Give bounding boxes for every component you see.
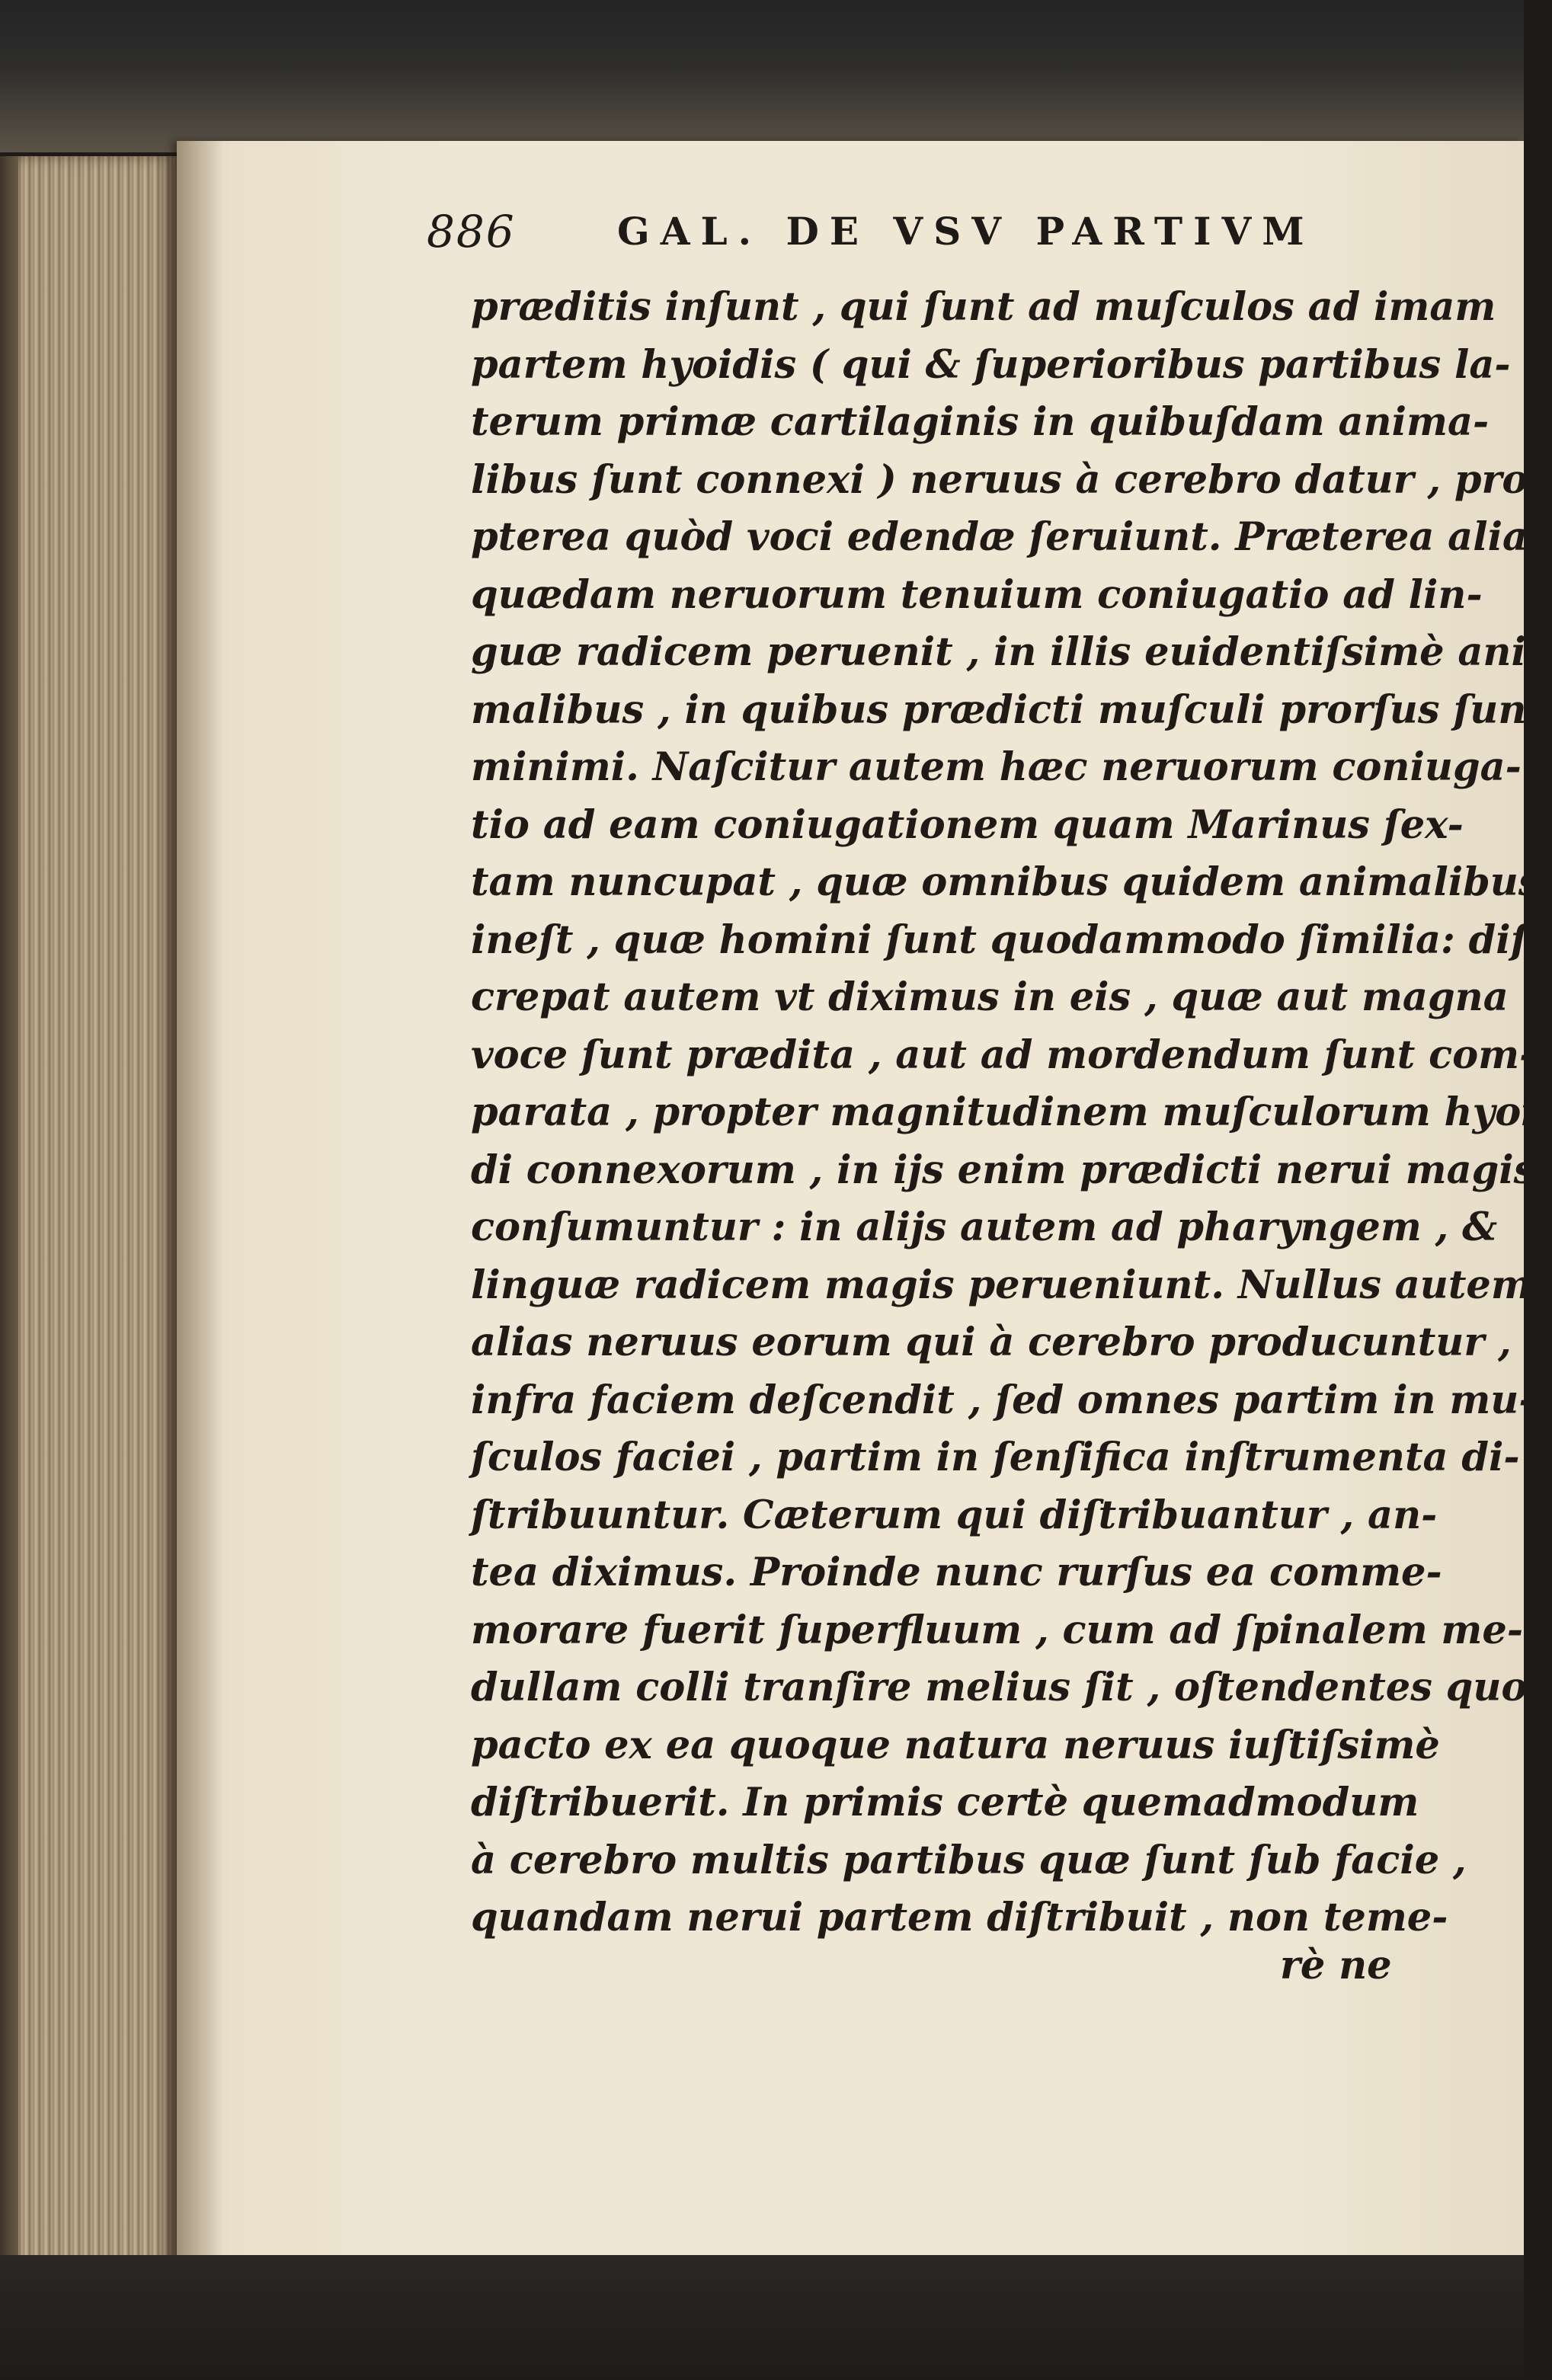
text-line: pacto ex ea quoque natura neruus iuſtiſsimè	[471, 1722, 1440, 1768]
book-cover-bottom	[0, 2255, 1524, 2380]
text-line: infra faciem deſcendit , ſed omnes partim in mu-	[471, 1377, 1535, 1423]
text-line: linguæ radicem magis perueniunt. Nullus autem	[471, 1262, 1532, 1308]
text-line: crepat autem vt diximus in eis , quæ aut magna	[471, 974, 1509, 1020]
text-line: alias neruus eorum qui à cerebro producuntur ,	[471, 1320, 1512, 1365]
text-line: partem hyoidis ( qui & ſuperioribus partibus la-	[471, 341, 1511, 388]
page-edges-stack	[0, 156, 177, 2274]
text-line: morare fuerit ſuperfluum , cum ad ſpinalem me-	[471, 1607, 1523, 1653]
running-head	[427, 206, 1417, 274]
text-line: præditis inſunt , qui ſunt ad muſculos ad imam	[471, 284, 1496, 330]
text-line: conſumuntur : in alijs autem ad pharyngem , &	[471, 1204, 1498, 1250]
text-line: minimi. Naſcitur autem hæc neruorum coniuga-	[471, 744, 1522, 790]
text-line: guæ radicem peruenit , in illis euidentiſsimè ani-	[471, 629, 1543, 675]
text-line: ſculos faciei , partim in ſenſifica inſtrumenta di-	[471, 1435, 1520, 1480]
text-line: di connexorum , in ijs enim prædicti nerui magis	[471, 1147, 1536, 1193]
text-line: ſtribuuntur. Cæterum qui diſtribuantur , an-	[471, 1492, 1438, 1538]
text-line: diſtribuerit. In primis certè quemadmodum	[471, 1780, 1419, 1825]
body-text	[471, 279, 1552, 1947]
book-cover-top	[0, 0, 1524, 152]
text-line: quædam neruorum tenuium coniugatio ad lin-	[471, 571, 1483, 618]
page-number: 886	[427, 206, 516, 258]
text-line: quandam nerui partem diſtribuit , non teme-	[471, 1895, 1448, 1940]
text-line: tea diximus. Proinde nunc rurſus ea comme-	[471, 1550, 1442, 1595]
text-line: tio ad eam coniugationem quam Marinus ſex-	[471, 801, 1464, 848]
catchword: rè ne	[1280, 1943, 1392, 1988]
binding-edge	[0, 156, 18, 2274]
text-line: parata , propter magnitudinem muſculorum hyoi-	[471, 1089, 1552, 1135]
gutter-shadow	[177, 141, 222, 2274]
text-line: tam nuncupat , quæ omnibus quidem animalibus	[471, 859, 1541, 905]
text-line: voce ſunt prædita , aut ad mordendum ſunt com-	[471, 1032, 1536, 1078]
text-line: à cerebro multis partibus quæ ſunt ſub facie ,	[471, 1837, 1467, 1883]
text-line: libus ſunt connexi ) neruus à cerebro datur , pro-	[471, 456, 1544, 503]
text-line: terum primæ cartilaginis in quibuſdam anima-	[471, 399, 1490, 445]
text-line: ineſt , quæ homini ſunt quodammodo ſimilia: diſ-	[471, 916, 1544, 963]
text-line: dullam colli tranſire melius ſit , oſtendentes quo	[471, 1665, 1528, 1710]
running-title: GAL. DE VSV PARTIVM	[617, 209, 1315, 254]
text-line: pterea quòd voci edendæ ſeruiunt. Præterea alia	[471, 514, 1528, 560]
text-line: malibus , in quibus prædicti muſculi prorſus ſunt	[471, 686, 1544, 733]
